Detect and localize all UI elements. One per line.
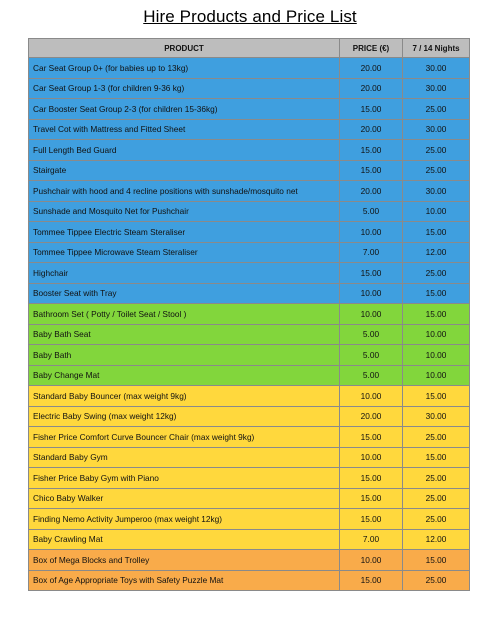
nights-price-cell: 30.00 <box>403 58 470 79</box>
price-cell: 15.00 <box>340 468 403 489</box>
nights-price-cell: 15.00 <box>403 283 470 304</box>
nights-price-cell: 30.00 <box>403 78 470 99</box>
price-cell: 10.00 <box>340 447 403 468</box>
table-row <box>29 509 470 530</box>
price-cell: 15.00 <box>340 509 403 530</box>
price-cell: 20.00 <box>340 119 403 140</box>
nights-price-cell: 25.00 <box>403 468 470 489</box>
table-body <box>29 58 470 591</box>
price-cell: 5.00 <box>340 345 403 366</box>
nights-price-cell: 12.00 <box>403 242 470 263</box>
product-cell: Car Seat Group 1-3 (for children 9-36 kg) <box>29 78 340 99</box>
table-row <box>29 365 470 386</box>
price-cell: 10.00 <box>340 550 403 571</box>
product-cell: Full Length Bed Guard <box>29 140 340 161</box>
nights-price-cell: 30.00 <box>403 406 470 427</box>
nights-price-cell: 15.00 <box>403 447 470 468</box>
product-cell: Fisher Price Comfort Curve Bouncer Chair (max weight 9kg) <box>29 427 340 448</box>
price-cell: 10.00 <box>340 386 403 407</box>
product-cell: Electric Baby Swing (max weight 12kg) <box>29 406 340 427</box>
nights-price-cell: 25.00 <box>403 140 470 161</box>
nights-price-cell: 15.00 <box>403 304 470 325</box>
product-cell: Baby Change Mat <box>29 365 340 386</box>
nights-price-cell: 25.00 <box>403 427 470 448</box>
table-row <box>29 324 470 345</box>
price-cell: 7.00 <box>340 529 403 550</box>
table-row <box>29 99 470 120</box>
nights-price-cell: 25.00 <box>403 570 470 591</box>
price-cell: 10.00 <box>340 222 403 243</box>
nights-price-cell: 10.00 <box>403 324 470 345</box>
product-cell: Booster Seat with Tray <box>29 283 340 304</box>
table-row <box>29 119 470 140</box>
price-cell: 15.00 <box>340 140 403 161</box>
table-row <box>29 550 470 571</box>
table-row <box>29 140 470 161</box>
product-cell: Bathroom Set ( Potty / Toilet Seat / Stool ) <box>29 304 340 325</box>
price-list-table <box>28 38 470 591</box>
nights-price-cell: 25.00 <box>403 488 470 509</box>
table-row <box>29 304 470 325</box>
nights-price-cell: 30.00 <box>403 119 470 140</box>
product-cell: Car Booster Seat Group 2-3 (for children 15-36kg) <box>29 99 340 120</box>
product-cell: Highchair <box>29 263 340 284</box>
nights-price-cell: 15.00 <box>403 386 470 407</box>
price-column-header: PRICE (€) <box>340 39 403 58</box>
price-cell: 15.00 <box>340 263 403 284</box>
table-row <box>29 263 470 284</box>
product-cell: Box of Age Appropriate Toys with Safety Puzzle Mat <box>29 570 340 591</box>
product-cell: Baby Bath Seat <box>29 324 340 345</box>
product-cell: Stairgate <box>29 160 340 181</box>
table-row <box>29 468 470 489</box>
product-cell: Sunshade and Mosquito Net for Pushchair <box>29 201 340 222</box>
table-row <box>29 386 470 407</box>
table-row <box>29 201 470 222</box>
price-cell: 15.00 <box>340 427 403 448</box>
price-cell: 15.00 <box>340 488 403 509</box>
nights-price-cell: 30.00 <box>403 181 470 202</box>
nights-price-cell: 12.00 <box>403 529 470 550</box>
price-cell: 20.00 <box>340 58 403 79</box>
price-cell: 15.00 <box>340 99 403 120</box>
price-cell: 10.00 <box>340 304 403 325</box>
product-cell: Travel Cot with Mattress and Fitted Sheet <box>29 119 340 140</box>
nights-price-cell: 10.00 <box>403 365 470 386</box>
table-row <box>29 222 470 243</box>
table-row <box>29 283 470 304</box>
table-row <box>29 58 470 79</box>
table-row <box>29 160 470 181</box>
nights-price-cell: 25.00 <box>403 263 470 284</box>
product-cell: Standard Baby Bouncer (max weight 9kg) <box>29 386 340 407</box>
table-row <box>29 488 470 509</box>
table-row <box>29 345 470 366</box>
nights-price-cell: 25.00 <box>403 99 470 120</box>
product-cell: Tommee Tippee Electric Steam Steraliser <box>29 222 340 243</box>
nights-column-header: 7 / 14 Nights <box>403 39 470 58</box>
nights-price-cell: 25.00 <box>403 509 470 530</box>
price-cell: 20.00 <box>340 181 403 202</box>
product-cell: Baby Crawling Mat <box>29 529 340 550</box>
nights-price-cell: 15.00 <box>403 550 470 571</box>
table-row <box>29 406 470 427</box>
table-row <box>29 427 470 448</box>
price-cell: 7.00 <box>340 242 403 263</box>
nights-price-cell: 25.00 <box>403 160 470 181</box>
price-cell: 5.00 <box>340 365 403 386</box>
product-cell: Box of Mega Blocks and Trolley <box>29 550 340 571</box>
price-cell: 15.00 <box>340 570 403 591</box>
product-cell: Fisher Price Baby Gym with Piano <box>29 468 340 489</box>
nights-price-cell: 10.00 <box>403 201 470 222</box>
product-cell: Pushchair with hood and 4 recline positions with sunshade/mosquito net <box>29 181 340 202</box>
price-cell: 10.00 <box>340 283 403 304</box>
product-cell: Tommee Tippee Microwave Steam Steraliser <box>29 242 340 263</box>
product-cell: Baby Bath <box>29 345 340 366</box>
page-title: Hire Products and Price List <box>143 7 357 26</box>
price-cell: 20.00 <box>340 78 403 99</box>
product-column-header: PRODUCT <box>29 39 340 58</box>
table-row <box>29 242 470 263</box>
price-cell: 5.00 <box>340 201 403 222</box>
product-cell: Chico Baby Walker <box>29 488 340 509</box>
product-cell: Finding Nemo Activity Jumperoo (max weight 12kg) <box>29 509 340 530</box>
product-cell: Standard Baby Gym <box>29 447 340 468</box>
table-header-row <box>29 39 470 58</box>
nights-price-cell: 15.00 <box>403 222 470 243</box>
price-cell: 20.00 <box>340 406 403 427</box>
product-cell: Car Seat Group 0+ (for babies up to 13kg) <box>29 58 340 79</box>
table-row <box>29 78 470 99</box>
price-cell: 15.00 <box>340 160 403 181</box>
price-cell: 5.00 <box>340 324 403 345</box>
nights-price-cell: 10.00 <box>403 345 470 366</box>
table-row <box>29 181 470 202</box>
table-row <box>29 570 470 591</box>
table-row <box>29 447 470 468</box>
table-row <box>29 529 470 550</box>
